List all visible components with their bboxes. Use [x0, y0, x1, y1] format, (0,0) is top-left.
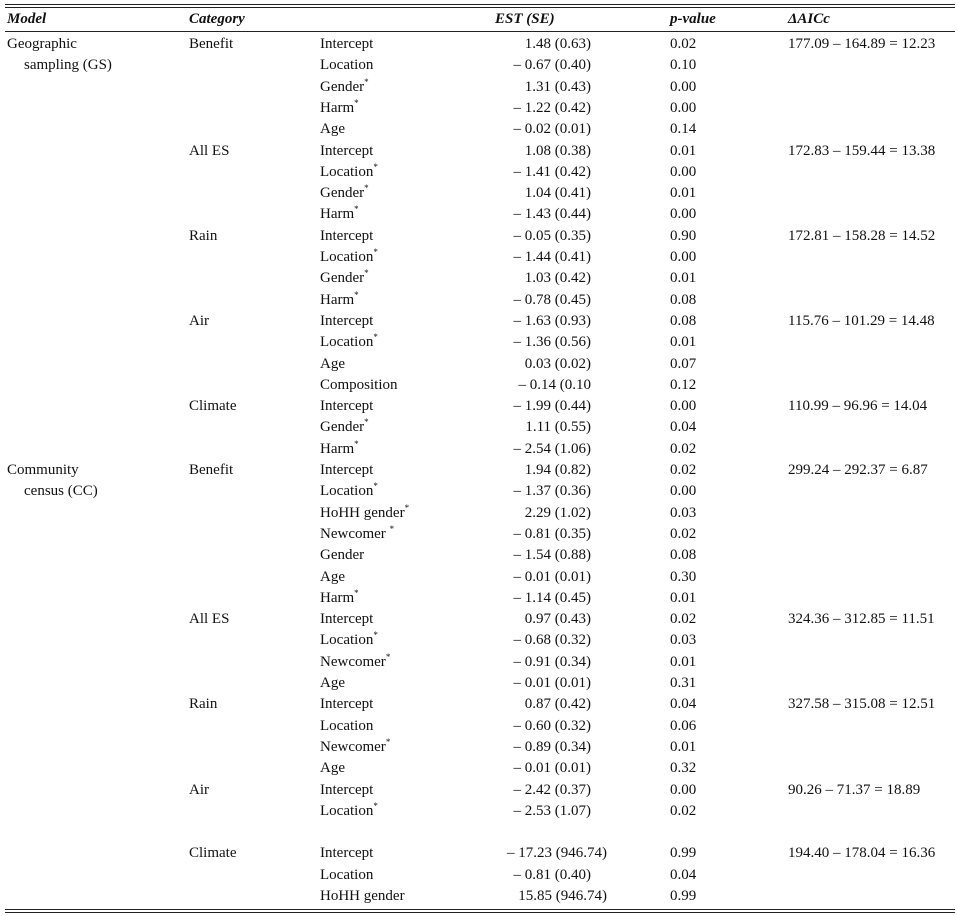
significance-mark: * — [364, 417, 369, 428]
cell-category: Climate — [189, 845, 237, 862]
cell-pvalue: 0.99 — [670, 888, 697, 904]
cell-pvalue: 0.02 — [670, 462, 697, 478]
cell-est: 0.03 (0.02) — [524, 355, 591, 372]
term-label: Intercept — [320, 845, 374, 862]
term-label: Gender — [320, 419, 365, 436]
cell-pvalue: 0.03 — [670, 632, 697, 649]
cell-est: – 1.63 (0.93) — [513, 312, 591, 329]
cell-est: 2.29 (1.02) — [524, 504, 591, 521]
term-label: Age — [320, 675, 345, 691]
cell-est: 15.85 (946.74) — [518, 888, 607, 904]
cell-est: – 0.14 (0.10 — [518, 376, 591, 393]
significance-mark: * — [373, 630, 378, 641]
cell-term — [320, 119, 345, 140]
term-label: HoHH gender — [320, 888, 405, 904]
cell-pvalue: 0.02 — [670, 36, 697, 52]
cell-category: Air — [189, 312, 209, 329]
cell-category: Rain — [189, 696, 218, 713]
cell-est: – 0.01 (0.01) — [513, 760, 591, 777]
significance-mark: * — [354, 289, 359, 300]
cell-pvalue: 0.90 — [670, 227, 697, 244]
significance-mark: * — [373, 800, 378, 811]
significance-mark: * — [385, 736, 391, 747]
cell-est: 0.97 (0.43) — [524, 611, 591, 628]
cell-pvalue: 0.01 — [670, 270, 697, 287]
significance-mark: * — [364, 76, 369, 87]
cell-est: – 0.81 (0.35) — [513, 525, 591, 542]
term-label: Newcomer — [320, 525, 390, 542]
cell-pvalue: 0.32 — [670, 760, 697, 777]
cell-category: Climate — [189, 398, 237, 415]
significance-mark: * — [354, 204, 359, 215]
cell-pvalue: 0.03 — [670, 504, 697, 521]
header-est: EST (SE) — [495, 11, 555, 27]
cell-pvalue: 0.02 — [670, 525, 697, 542]
cell-pvalue: 0.00 — [670, 483, 697, 500]
cell-est: – 1.99 (0.44) — [513, 398, 591, 415]
term-label: Gender — [320, 78, 365, 95]
cell-model: census (CC) — [24, 483, 98, 500]
cell-est: 1.03 (0.42) — [524, 270, 591, 287]
significance-mark: * — [364, 268, 369, 279]
cell-pvalue: 0.08 — [670, 312, 697, 329]
cell-est: – 1.22 (0.42) — [513, 99, 591, 116]
cell-daic: 90.26 – 71.37 = 18.89 — [788, 781, 921, 798]
cell-pvalue: 0.04 — [670, 419, 697, 436]
cell-pvalue: 0.08 — [670, 291, 697, 308]
term-label: Newcomer — [320, 738, 386, 755]
cell-pvalue: 0.08 — [670, 547, 697, 564]
cell-est: – 0.05 (0.35) — [513, 227, 591, 244]
significance-mark: * — [354, 97, 359, 108]
term-label: Location — [320, 717, 374, 734]
header-daic: ΔAICc — [788, 11, 830, 27]
term-label: Harm — [320, 99, 355, 116]
cell-pvalue: 0.31 — [670, 675, 697, 691]
cell-pvalue: 0.00 — [670, 163, 697, 180]
cell-daic: 327.58 – 315.08 = 12.51 — [788, 696, 936, 713]
cell-est: – 0.89 (0.34) — [513, 738, 591, 755]
term-label: Gender — [320, 547, 365, 564]
cell-pvalue: 0.02 — [670, 802, 697, 819]
cell-category: Rain — [189, 227, 218, 244]
term-label: Gender — [320, 185, 365, 202]
term-label: Newcomer — [320, 653, 386, 670]
cell-est: – 1.37 (0.36) — [513, 483, 591, 500]
cell-est: – 0.01 (0.01) — [513, 568, 591, 585]
cell-pvalue: 0.01 — [670, 142, 697, 159]
cell-pvalue: 0.99 — [670, 845, 697, 862]
cell-est: – 2.42 (0.37) — [513, 781, 591, 798]
cell-est: – 1.14 (0.45) — [513, 589, 591, 606]
term-label: Location — [320, 249, 374, 265]
cell-category: Benefit — [189, 462, 234, 478]
header-category: Category — [189, 11, 245, 27]
cell-pvalue: 0.02 — [670, 611, 697, 628]
cell-pvalue: 0.02 — [670, 440, 697, 457]
cell-category: Air — [189, 781, 209, 798]
cell-est: 1.08 (0.38) — [524, 142, 591, 159]
term-label: Harm — [320, 206, 355, 223]
cell-pvalue: 0.04 — [670, 866, 697, 883]
significance-mark: * — [389, 523, 395, 534]
cell-daic: 172.81 – 158.28 = 14.52 — [788, 227, 936, 244]
term-label: Gender — [320, 270, 365, 287]
cell-pvalue: 0.07 — [670, 355, 697, 372]
term-label: Age — [320, 568, 345, 585]
term-label: Age — [320, 760, 345, 777]
term-label: Intercept — [320, 142, 374, 159]
significance-mark: * — [354, 587, 359, 598]
cell-pvalue: 0.06 — [670, 717, 697, 734]
top-rule-2 — [5, 7, 955, 8]
term-label: Intercept — [320, 227, 374, 244]
cell-pvalue: 0.01 — [670, 589, 697, 606]
cell-est: 1.31 (0.43) — [524, 78, 591, 95]
cell-est: – 0.81 (0.40) — [513, 866, 591, 883]
cell-est: 0.87 (0.42) — [524, 696, 591, 713]
term-label: Composition — [320, 376, 398, 393]
cell-model: Geographic — [7, 36, 77, 52]
significance-mark: * — [404, 502, 410, 513]
cell-est: – 2.54 (1.06) — [513, 440, 591, 457]
term-label: Harm — [320, 440, 355, 457]
cell-pvalue: 0.14 — [670, 121, 697, 138]
cell-est: – 0.78 (0.45) — [513, 291, 591, 308]
cell-daic: 324.36 – 312.85 = 11.51 — [788, 611, 935, 628]
cell-pvalue: 0.04 — [670, 696, 697, 713]
cell-est: – 0.67 (0.40) — [513, 57, 591, 74]
cell-est: – 1.36 (0.56) — [513, 334, 591, 351]
cell-pvalue: 0.01 — [670, 738, 697, 755]
bottom-rule — [5, 909, 955, 910]
significance-mark: * — [373, 332, 378, 343]
header-rule — [5, 31, 955, 32]
significance-mark: * — [354, 438, 359, 449]
cell-daic: 194.40 – 178.04 = 16.36 — [788, 845, 936, 862]
cell-est: – 1.41 (0.42) — [513, 163, 591, 180]
term-label: Age — [320, 121, 345, 138]
cell-pvalue: 0.00 — [670, 206, 697, 223]
significance-mark: * — [364, 183, 369, 194]
cell-est: – 17.23 (946.74) — [507, 845, 607, 862]
cell-est: – 1.54 (0.88) — [513, 547, 591, 564]
term-label: Location — [320, 483, 374, 500]
cell-daic: 177.09 – 164.89 = 12.23 — [788, 36, 936, 52]
cell-pvalue: 0.01 — [670, 653, 697, 670]
term-label: Intercept — [320, 781, 374, 798]
cell-model: sampling (GS) — [24, 57, 112, 74]
term-label: Intercept — [320, 36, 374, 52]
cell-pvalue: 0.30 — [670, 568, 697, 585]
term-label: Location — [320, 163, 374, 180]
cell-est: – 0.68 (0.32) — [513, 632, 591, 649]
cell-pvalue: 0.01 — [670, 334, 697, 351]
cell-pvalue: 0.00 — [670, 99, 697, 116]
cell-pvalue: 0.00 — [670, 78, 697, 95]
top-rule — [5, 4, 955, 5]
cell-est: 1.94 (0.82) — [524, 462, 591, 478]
term-label: Harm — [320, 291, 355, 308]
cell-est: – 1.44 (0.41) — [513, 249, 591, 265]
cell-est: – 2.53 (1.07) — [513, 802, 591, 819]
cell-daic: 110.99 – 96.96 = 14.04 — [788, 398, 928, 415]
term-label: Location — [320, 57, 374, 74]
cell-est: 1.48 (0.63) — [524, 36, 591, 52]
cell-est: – 1.43 (0.44) — [513, 206, 591, 223]
cell-pvalue: 0.00 — [670, 781, 697, 798]
cell-est: 1.04 (0.41) — [524, 185, 591, 202]
term-label: Intercept — [320, 312, 374, 329]
significance-mark: * — [373, 161, 378, 172]
term-label: Location — [320, 802, 374, 819]
cell-est: 1.11 (0.55) — [525, 419, 591, 436]
cell-pvalue: 0.00 — [670, 249, 697, 265]
term-label: Intercept — [320, 398, 374, 415]
header-pvalue: p-value — [670, 11, 716, 27]
cell-daic: 172.83 – 159.44 = 13.38 — [788, 142, 936, 159]
cell-term — [320, 673, 345, 694]
term-label: Location — [320, 632, 374, 649]
cell-category: All ES — [189, 142, 230, 159]
term-label: Location — [320, 866, 374, 883]
cell-est: – 0.60 (0.32) — [513, 717, 591, 734]
cell-category: Benefit — [189, 36, 234, 52]
cell-est: – 0.02 (0.01) — [513, 121, 591, 138]
cell-term — [320, 354, 345, 375]
significance-mark: * — [373, 481, 378, 492]
cell-est: – 0.01 (0.01) — [513, 675, 591, 691]
cell-term — [320, 567, 345, 588]
header-model: Model — [7, 11, 47, 27]
term-label: Age — [320, 355, 345, 372]
term-label: Harm — [320, 589, 355, 606]
term-label: Intercept — [320, 611, 374, 628]
term-label: Intercept — [320, 462, 374, 478]
cell-term — [320, 758, 345, 779]
significance-mark: * — [373, 247, 378, 257]
cell-model: Community — [7, 462, 79, 478]
bottom-rule-2 — [5, 912, 955, 913]
term-label: HoHH gender — [320, 504, 405, 521]
cell-est: – 0.91 (0.34) — [513, 653, 591, 670]
cell-pvalue: 0.01 — [670, 185, 697, 202]
significance-mark: * — [385, 651, 391, 662]
cell-daic: 115.76 – 101.29 = 14.48 — [788, 312, 935, 329]
cell-pvalue: 0.00 — [670, 398, 697, 415]
cell-term — [320, 843, 373, 864]
cell-pvalue: 0.12 — [670, 376, 697, 393]
cell-daic: 299.24 – 292.37 = 6.87 — [788, 462, 928, 478]
cell-pvalue: 0.10 — [670, 57, 697, 74]
term-label: Intercept — [320, 696, 374, 713]
term-label: Location — [320, 334, 374, 351]
cell-category: All ES — [189, 611, 230, 628]
